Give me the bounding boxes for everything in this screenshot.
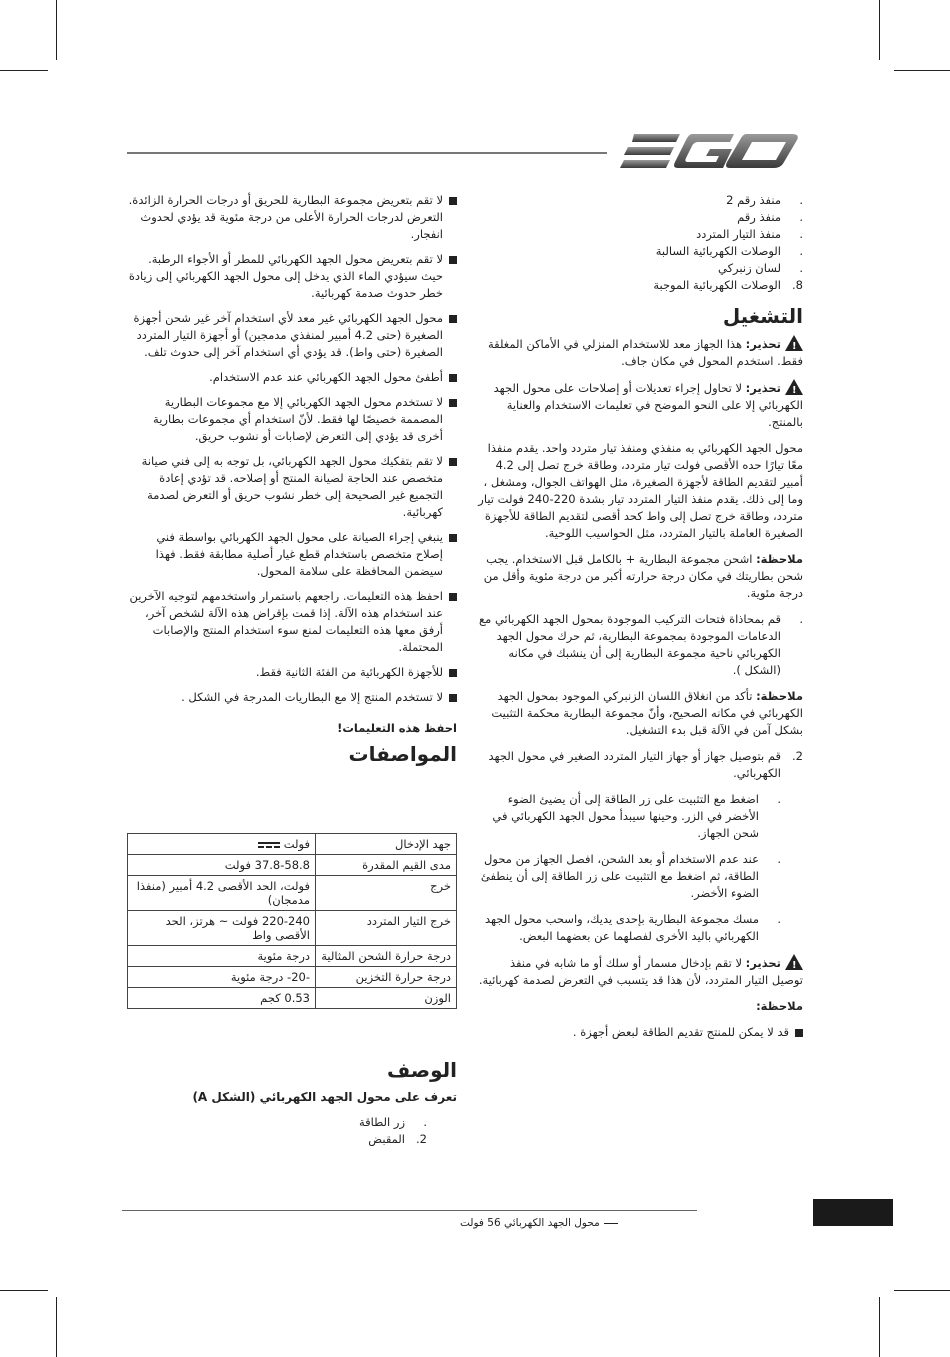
list-item (478, 260, 803, 277)
note-text: اشحن مجموعة البطارية + بالكامل قبل الاستخدام. يجب شحن بطاريتك في مكان درجة حرارته أكبر من درجة مئوية وأقل من درجة مئوية. (483, 552, 803, 600)
safety-item (127, 529, 457, 580)
step-number: . (777, 852, 781, 866)
item-number: . (423, 1115, 427, 1129)
warning-text: هذا الجهاز معد للاستخدام المنزلي في الأماكن المغلقة فقط. استخدم المحول في مكان جاف. (487, 337, 803, 368)
sub-step-text: اضغط مع التثبيت على زر الطاقة إلى أن يضيئ الضوء الأخضر في الزر. وحينها سيبدأ محول الجهد الكهربائي في شحن الجهاز. (492, 792, 759, 840)
spec-key: مدى القيم المقدرة (316, 855, 457, 876)
operation-paragraph: محول الجهد الكهربائي به منفذي ومنفذ تيار متردد واحد. يقدم منفذا معًا تيارًا حده الأقصى فولت تيار متردد، وطاقة خرج تصل إلى 4.2 أمبير لتقديم الطاقة لأجهزة الصغيرة، مثل الهواتف الجوال، ومشغل ، وما إلى ذلك. يقدم منفذ التيار المتردد تيار بشدة 220-240 فولت تيار متردد، وطاقة خرج تصل إلى واط كحد أقصى لتقديم الطاقة للأجهزة الصغيرة العاملة بالتيار المتردد، مثل الحواسيب اللوحية. (478, 441, 803, 540)
table-row (128, 855, 457, 876)
desc-title: الوصف (386, 1058, 457, 1082)
item-number: . (799, 261, 803, 275)
list-item (478, 277, 803, 294)
item-text: منفذ رقم 2 (726, 193, 781, 207)
safety-item (127, 453, 457, 521)
warning-1 (478, 335, 803, 370)
item-text: منفذ رقم (737, 210, 781, 224)
safety-text: احفظ هذه التعليمات. راجعهم باستمرار واستخدمهم لتوجيه الآخرين عند استخدام هذه الآلة. إذا قمت بإقراض هذه الآلة لشخص آخر، أرفق معها هذه التعليمات لمنع سوء استخدام المنتج والإصابات المحتملة. (129, 589, 443, 654)
table-row (128, 988, 457, 1009)
safety-item (127, 664, 457, 681)
list-item (127, 1114, 427, 1131)
item-number: . (799, 227, 803, 241)
spec-title: المواصفات (348, 742, 457, 766)
footer-rule (122, 1210, 697, 1211)
warning-text: لا تحاول إجراء تعديلات أو إصلاحات على محول الجهد الكهربائي إلا على النحو الموضح في تعليمات الاستخدام والعناية بالمنتج. (493, 381, 803, 429)
step-number: . (777, 792, 781, 806)
warning-label: تحذير: (745, 337, 781, 351)
sub-step (478, 851, 781, 902)
item-text: الوصلات الكهربائية الموجبة (653, 278, 781, 292)
table-row (128, 911, 457, 946)
warning-label: تحذير: (745, 956, 781, 970)
safety-text: لا تقم بتفكيك محول الجهد الكهربائي، بل توجه به إلى فني صيانة متخصص عند الحاجة لصيانة المنتج أو إصلاحه. قد تؤدي إعادة التجميع غير الصحيحة إلى خطر نشوب حريق أو التعرض لصدمة كهربائية. (141, 454, 443, 519)
right-column (478, 192, 803, 1049)
safety-text: لا تقم بتعريض محول الجهد الكهربائي للمطر أو الأجواء الرطبة. حيث سيؤدي الماء الذي يدخل إلى محول الجهد الكهربائي إلى زيادة خطر حدوث صدمة كهربائية. (128, 252, 443, 300)
crop-mark (879, 1297, 880, 1357)
step-number: . (777, 912, 781, 926)
item-number: . (799, 210, 803, 224)
safety-item (127, 588, 457, 656)
footer-text (460, 1217, 618, 1229)
crop-mark (56, 1297, 57, 1357)
list-item (127, 1131, 427, 1148)
list-item (478, 209, 803, 226)
crop-mark (894, 70, 950, 71)
note-3-label: ملاحظة: (756, 999, 803, 1013)
list-item (478, 192, 803, 209)
warning-icon (785, 379, 803, 395)
warning-text: لا تقم بإدخال مسمار أو سلك أو ما شابه في منفذ توصيل التيار المتردد، لأن هذا قد يتسبب في التعرض لصدمة كهربائية. (478, 956, 803, 987)
note-label: ملاحظة: (756, 552, 803, 566)
sub-step-text: عند عدم الاستخدام أو بعد الشحن، افصل الجهاز من محول الطاقة، ثم اضغط مع التثبيت على زر الطاقة إلى أن ينطفئ الضوء الأخضر. (480, 852, 759, 900)
table-row (128, 967, 457, 988)
warning-icon (785, 335, 803, 351)
note-3-text: قد لا يمكن للمنتج تقديم الطاقة لبعض أجهزة . (572, 1025, 789, 1039)
crop-mark (56, 0, 57, 60)
note-text: تأكد من انغلاق اللسان الزنبركي الموجود بمحول الجهد الكهربائي في مكانه الصحيح، وأنّ مجموعة البطارية محكمة التثبيت بشكل آمن في الآلة قبل بدء التشغيل. (491, 689, 803, 737)
spec-value: 0.53 كجم (128, 988, 316, 1009)
spec-key: خرج (316, 876, 457, 911)
sub-step (478, 791, 781, 842)
item-number: . (799, 193, 803, 207)
note-2 (478, 688, 803, 739)
spec-value: درجة مئوية (128, 946, 316, 967)
page-number-box (813, 1199, 893, 1226)
table-row (128, 876, 457, 911)
table-row (128, 946, 457, 967)
step-number: . (799, 612, 803, 626)
crop-mark (0, 1290, 48, 1291)
desc-subtitle: تعرف على محول الجهد الكهربائي (الشكل A) (192, 1090, 457, 1104)
crop-mark (0, 70, 48, 71)
step-1 (478, 611, 803, 679)
spec-key: درجة حرارة الشحن المثالية (316, 946, 457, 967)
item-text: زر الطاقة (358, 1115, 405, 1129)
step-text: قم بتوصيل جهاز أو جهاز التيار المتردد الصغير في محول الجهد الكهربائي. (488, 749, 781, 780)
spec-key: درجة حرارة التخزين (316, 967, 457, 988)
spec-value-text: فولت (283, 837, 310, 851)
footer-label: محول الجهد الكهربائي 56 فولت (460, 1217, 600, 1229)
item-text: لسان زنبركي (718, 261, 781, 275)
save-instructions: احفظ هذه التعليمات! (337, 721, 457, 735)
warning-2 (478, 379, 803, 431)
item-text: منفذ التيار المتردد (696, 227, 781, 241)
safety-text: محول الجهد الكهربائي غير معد لأي استخدام آخر غير شحن أجهزة الصغيرة (حتى 4.2 أمبير لمنفذي مدمجين) أو أجهزة التيار المتردد الصغيرة (حتى واط). قد يؤدي أي استخدام آخر إلى حدوث تلف. (133, 311, 443, 359)
dc-symbol-icon (258, 841, 280, 849)
safety-text: لا تستخدم محول الجهد الكهربائي إلا مع مجموعات البطارية المصممة خصيصًا لها فقط. لأنّ استخدام أي مجموعات بطارية أخرى قد يؤدي إلى التعرض لإصابات أو نشوب حريق. (153, 395, 443, 443)
spec-value: 220-240 فولت ~ هرتز، الحد الأقصى واط (128, 911, 316, 946)
spec-key: جهد الإدخال (316, 834, 457, 855)
spec-key: الوزن (316, 988, 457, 1009)
spec-value: 37.8-58.8 فولت (128, 855, 316, 876)
safety-text: للأجهزة الكهربائية من الفئة الثانية فقط. (255, 665, 443, 679)
spec-value (128, 834, 316, 855)
step-text: قم بمحاذاة فتحات التركيب الموجودة بمحول الجهد الكهربائي مع الدعامات الموجودة بمجموعة البطارية، ثم حرك محول الجهد الكهربائي ناحية مجموعة البطارية إلى أن ينشبك في مكانه (الشكل ). (479, 612, 781, 677)
ego-logo-icon (620, 128, 800, 174)
safety-text: لا تستخدم المنتج إلا مع البطاريات المدرجة في الشكل . (181, 690, 443, 704)
spec-value: -20- درجة مئوية (128, 967, 316, 988)
step-number: 2. (792, 749, 803, 763)
operation-title: التشغيل (722, 304, 803, 328)
item-text: الوصلات الكهربائية السالبة (655, 244, 781, 258)
header-rule (127, 152, 607, 154)
safety-item (127, 394, 457, 445)
item-text: المقبض (368, 1132, 405, 1146)
spec-value: فولت، الحد الأقصى 4.2 أمبير (منفذا مدمجان) (128, 876, 316, 911)
note-label: ملاحظة: (756, 689, 803, 703)
warning-label: تحذير: (745, 381, 781, 395)
safety-text: لا تقم بتعريض مجموعة البطارية للحريق أو درجات الحرارة الزائدة. التعرض لدرجات الحرارة الأعلى من درجة مئوية قد يؤدي لحدوث انفجار. (128, 193, 443, 241)
safety-item (127, 369, 457, 386)
list-item (478, 226, 803, 243)
crop-mark (879, 0, 880, 60)
safety-text: ينبغي إجراء الصيانة على محول الجهد الكهربائي بواسطة فني إصلاح متخصص باستخدام قطع غيار أصلية مطابقة فقط. فهذا سيضمن المحافظة على سلامة المحول. (155, 530, 443, 578)
item-number: . (799, 244, 803, 258)
note-3-item (478, 1024, 803, 1041)
item-number: 2. (416, 1132, 427, 1146)
warning-icon (785, 954, 803, 970)
safety-text: أطفئ محول الجهد الكهربائي عند عدم الاستخدام. (209, 370, 443, 384)
description-section (127, 1058, 457, 1148)
safety-item (127, 251, 457, 302)
left-column (127, 192, 457, 773)
sub-step-text: مسك مجموعة البطارية بإحدى يديك، واسحب محول الجهد الكهربائي باليد الأخرى لفصلهما عن بعضهما البعض. (484, 912, 759, 943)
list-item (478, 243, 803, 260)
spec-key: خرج التيار المتردد (316, 911, 457, 946)
table-row (128, 834, 457, 855)
safety-item (127, 310, 457, 361)
note-1 (478, 551, 803, 602)
ego-logo (620, 128, 800, 174)
item-number: 8. (792, 278, 803, 292)
crop-mark (894, 1290, 950, 1291)
spec-table (127, 833, 457, 1009)
warning-3 (478, 954, 803, 989)
safety-item (127, 689, 457, 706)
sub-step (478, 911, 781, 945)
step-2 (478, 748, 803, 782)
safety-item (127, 192, 457, 243)
